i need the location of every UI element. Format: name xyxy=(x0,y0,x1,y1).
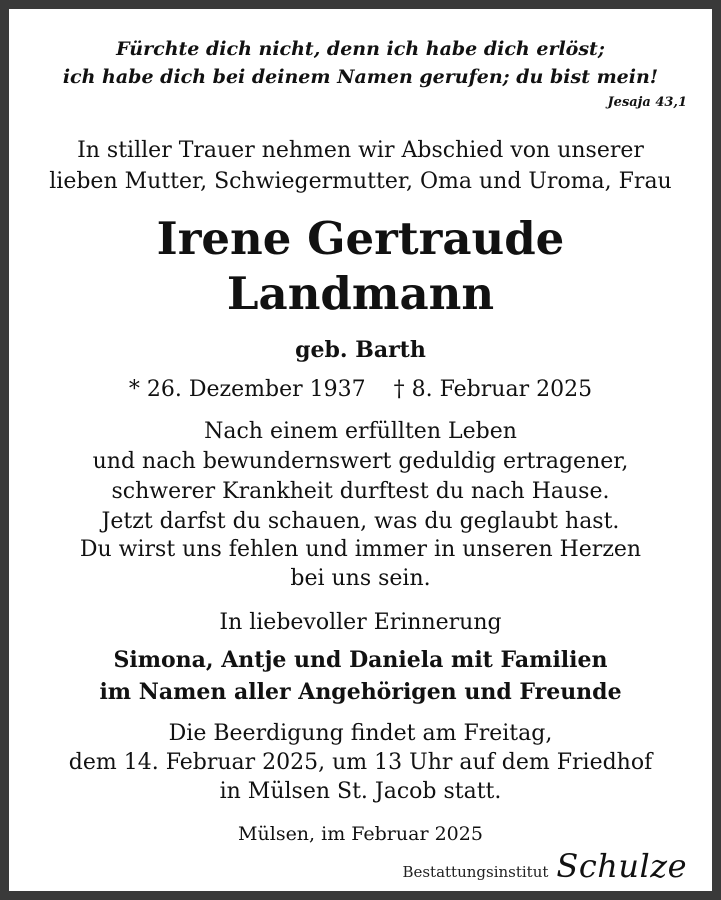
poem-line: bei uns sein. xyxy=(290,566,431,591)
bible-verse-line-1: Fürchte dich nicht, denn ich habe dich erlöst; xyxy=(116,38,605,60)
funeral-home-label: Bestattungsinstitut xyxy=(402,863,549,881)
funeral-home-logo: Schulze xyxy=(556,847,687,885)
poem-line: Nach einem erfüllten Leben xyxy=(204,419,517,444)
place-and-date: Mülsen, im Februar 2025 xyxy=(238,823,483,845)
deceased-name-first: Irene Gertraude xyxy=(156,212,565,265)
bible-verse-reference: Jesaja 43,1 xyxy=(607,95,687,110)
maiden-name: geb. Barth xyxy=(295,337,426,363)
funeral-info-line-1: Die Beerdigung findet am Freitag, xyxy=(168,721,553,746)
death-date: † 8. Februar 2025 xyxy=(393,377,593,402)
funeral-info-line-3: in Mülsen St. Jacob statt. xyxy=(219,779,502,804)
poem-line: Jetzt darfst du schauen, was du geglaubt hast. xyxy=(101,509,620,534)
funeral-info-line-2: dem 14. Februar 2025, um 13 Uhr auf dem Friedhof xyxy=(68,750,653,775)
life-dates xyxy=(9,375,712,405)
poem-line: schwerer Krankheit durftest du nach Hause. xyxy=(111,479,610,504)
funeral-home xyxy=(402,847,687,885)
intro-line-1: In stiller Trauer nehmen wir Abschied von unserer xyxy=(77,138,644,163)
intro-line-2: lieben Mutter, Schwiegermutter, Oma und Uroma, Frau xyxy=(49,169,672,194)
birth-date: * 26. Dezember 1937 xyxy=(128,377,366,402)
remembrance-intro: In liebevoller Erinnerung xyxy=(219,610,502,635)
mourners-line-1: Simona, Antje und Daniela mit Familien xyxy=(113,647,608,673)
mourners-line-2: im Namen aller Angehörigen und Freunde xyxy=(99,679,622,705)
deceased-name-last: Landmann xyxy=(226,267,495,320)
poem-line: und nach bewundernswert geduldig ertragener, xyxy=(92,449,629,474)
bible-verse-line-2: ich habe dich bei deinem Namen gerufen; du bist mein! xyxy=(62,66,659,88)
poem-line: Du wirst uns fehlen und immer in unseren Herzen xyxy=(79,537,642,562)
